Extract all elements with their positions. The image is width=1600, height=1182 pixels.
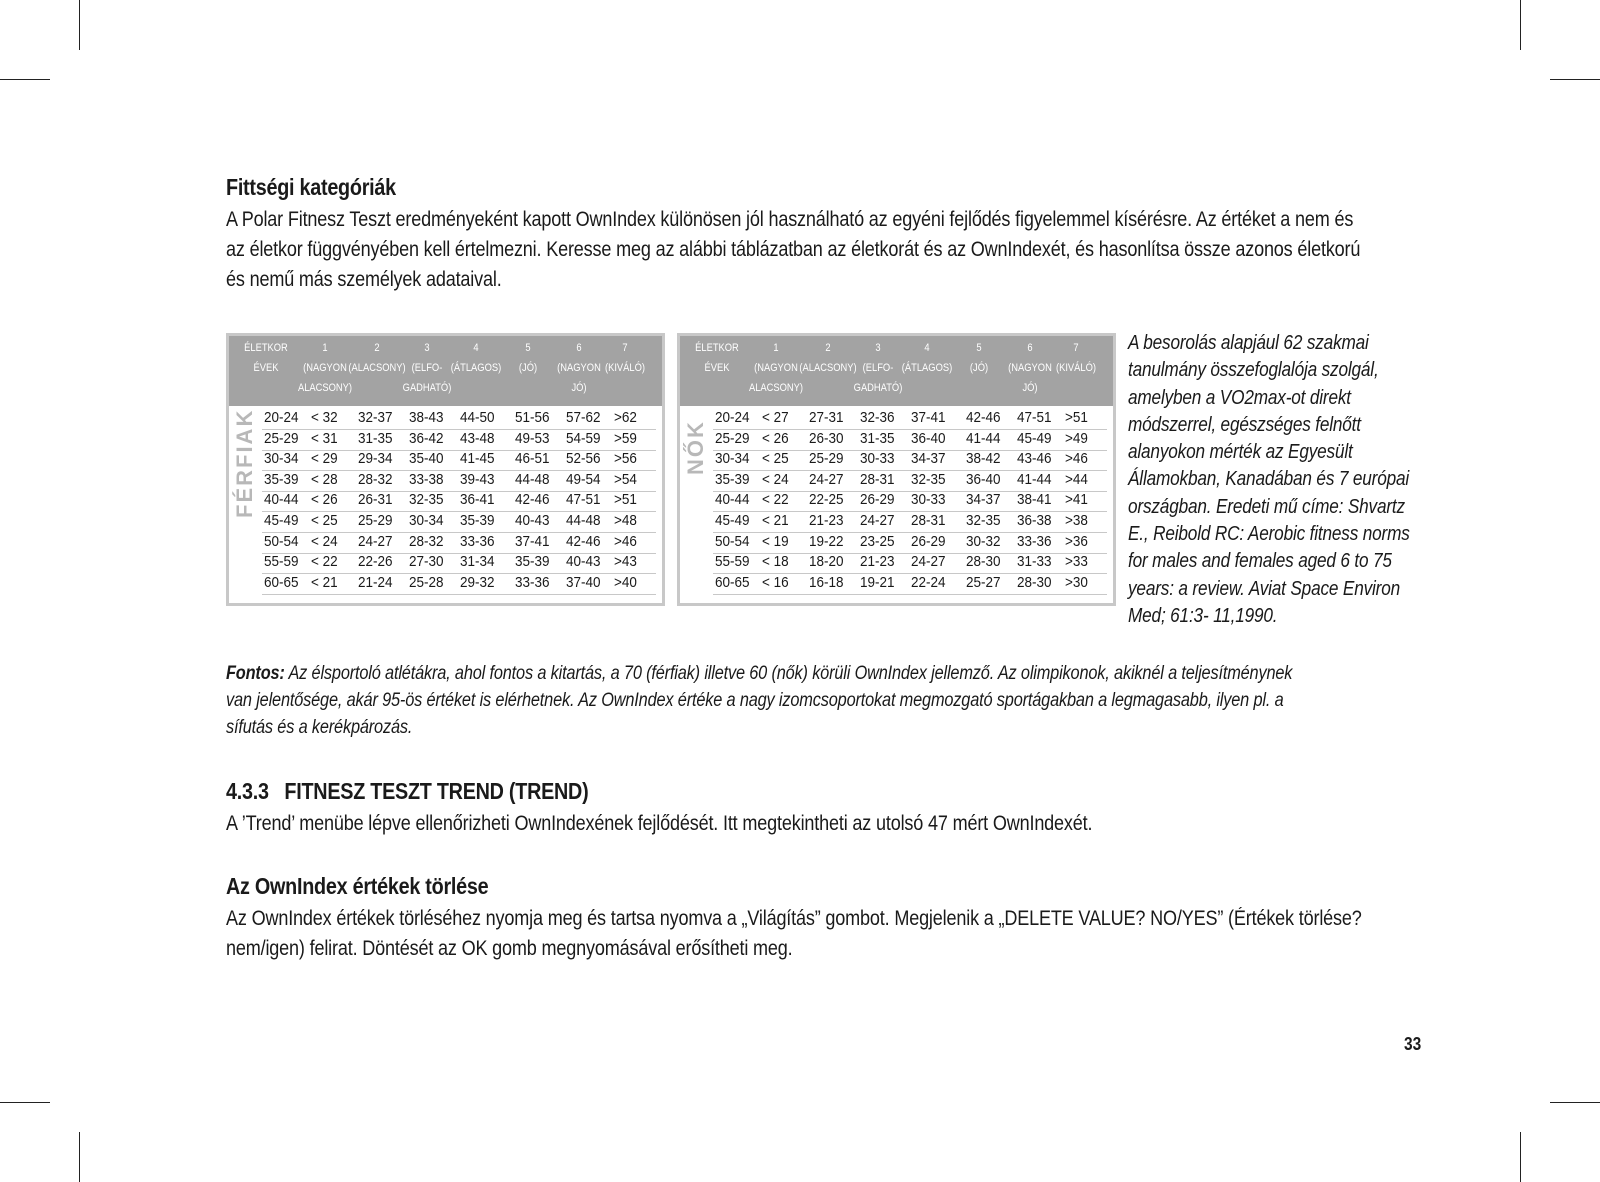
table-row <box>713 470 1107 492</box>
value-cell: 25-27 <box>966 573 1001 591</box>
value-cell: 30-32 <box>966 532 1001 550</box>
value-cell: < 32 <box>311 409 338 426</box>
header-cell: 2 <box>825 342 831 354</box>
value-cell: >36 <box>1065 532 1088 550</box>
table-row <box>713 552 1107 574</box>
value-cell: 40-43 <box>566 553 601 571</box>
table-row <box>713 511 1107 533</box>
header-cell: 4 <box>924 342 930 354</box>
value-cell: 32-35 <box>966 512 1001 529</box>
value-cell: 21-23 <box>860 553 895 571</box>
value-cell: 44-50 <box>460 409 495 426</box>
value-cell: 24-27 <box>809 470 844 488</box>
value-cell: 41-44 <box>1017 470 1052 488</box>
value-cell: 31-35 <box>358 429 393 447</box>
table-header <box>229 336 662 406</box>
page-number: 33 <box>1404 1034 1422 1054</box>
value-cell: 28-30 <box>966 553 1001 571</box>
paragraph-line: A ’Trend’ menübe lépve ellenőrizheti OwnIndexének fejlődését. Itt megtekintheti az utolsó 47 mért OwnIndexét. <box>226 812 1093 835</box>
header-cell: 3 <box>875 342 881 354</box>
value-cell: >46 <box>1065 450 1088 468</box>
value-cell: 27-31 <box>809 409 844 426</box>
value-cell: >43 <box>614 553 637 571</box>
value-cell: 28-32 <box>409 532 444 550</box>
value-cell: 41-44 <box>966 429 1001 447</box>
value-cell: 44-48 <box>515 470 550 488</box>
header-cell: (KIVÁLÓ) <box>1055 362 1097 374</box>
note-line: E., Reibold RC: Aerobic fitness norms <box>1128 523 1410 546</box>
value-cell: >33 <box>1065 553 1088 571</box>
value-cell: 28-31 <box>911 512 946 529</box>
header-cell: (KIVÁLÓ) <box>604 362 646 374</box>
section-paragraph <box>226 205 1426 295</box>
value-cell: >62 <box>614 409 637 426</box>
crop-mark <box>79 0 80 50</box>
value-cell: < 25 <box>311 512 338 529</box>
table-row <box>262 449 656 471</box>
header-cell: 3 <box>424 342 430 354</box>
section-heading: Az OwnIndex értékek törlése <box>226 873 489 899</box>
value-cell: 26-29 <box>860 491 895 509</box>
paragraph-line: Az OwnIndex értékek törléséhez nyomja meg és tartsa nyomva a „Világítás” gombot. Megjelenik a „DELETE VALUE? NO/YES” (Értékek törlése? <box>226 907 1362 930</box>
header-cell: GADHATÓ) <box>853 382 903 394</box>
value-cell: 25-29 <box>809 450 844 468</box>
header-cell: (JÓ) <box>518 362 538 374</box>
value-cell: 32-35 <box>911 470 946 488</box>
source-note <box>1128 330 1428 630</box>
paragraph-line: és nemű más személyek adataival. <box>226 268 502 291</box>
value-cell: < 26 <box>762 429 789 447</box>
value-cell: 23-25 <box>860 532 895 550</box>
value-cell: 44-48 <box>566 512 601 529</box>
table-row <box>262 470 656 492</box>
value-cell: 33-38 <box>409 470 444 488</box>
header-cell: 6 <box>576 342 582 354</box>
value-cell: 31-33 <box>1017 553 1052 571</box>
header-cell: ALACSONY) <box>748 382 804 394</box>
value-cell: < 26 <box>311 491 338 509</box>
value-cell: 29-32 <box>460 573 495 591</box>
value-cell: 33-36 <box>460 532 495 550</box>
crop-mark <box>1520 0 1521 50</box>
value-cell: 25-28 <box>409 573 444 591</box>
value-cell: 52-56 <box>566 450 601 468</box>
value-cell: < 24 <box>311 532 338 550</box>
value-cell: < 27 <box>762 409 789 426</box>
value-cell: 22-26 <box>358 553 393 571</box>
value-cell: 28-31 <box>860 470 895 488</box>
header-cell: 7 <box>1073 342 1079 354</box>
header-cell: (ELFO- <box>411 362 443 374</box>
age-cell: 30-34 <box>264 450 299 468</box>
crop-mark <box>1550 1102 1600 1103</box>
trend-section <box>226 778 1426 839</box>
table-header <box>680 336 1113 406</box>
header-cell: ALACSONY) <box>297 382 353 394</box>
header-cell: GADHATÓ) <box>402 382 452 394</box>
value-cell: >51 <box>1065 409 1088 426</box>
value-cell: 39-43 <box>460 470 495 488</box>
value-cell: 24-27 <box>911 553 946 571</box>
value-cell: 37-41 <box>911 409 946 426</box>
value-cell: 42-46 <box>515 491 550 509</box>
value-cell: 38-42 <box>966 450 1001 468</box>
age-cell: 50-54 <box>715 532 750 550</box>
section-paragraph <box>226 904 1426 964</box>
age-cell: 55-59 <box>715 553 750 571</box>
value-cell: 21-23 <box>809 512 844 529</box>
header-cell: 5 <box>976 342 982 354</box>
header-cell: ÉVEK <box>253 362 279 374</box>
age-cell: 20-24 <box>264 409 299 426</box>
age-cell: 25-29 <box>715 429 750 447</box>
value-cell: 30-34 <box>409 512 444 529</box>
age-cell: 60-65 <box>264 573 299 591</box>
value-cell: 36-42 <box>409 429 444 447</box>
header-cell: 2 <box>374 342 380 354</box>
header-cell: (NAGYON <box>557 362 601 374</box>
value-cell: >44 <box>1065 470 1088 488</box>
header-cell: (ÁTLAGOS) <box>901 362 953 374</box>
value-cell: 42-46 <box>966 409 1001 426</box>
value-cell: 24-27 <box>860 512 895 529</box>
value-cell: 30-33 <box>911 491 946 509</box>
age-cell: 50-54 <box>264 532 299 550</box>
crop-mark <box>79 1132 80 1182</box>
value-cell: 33-36 <box>1017 532 1052 550</box>
note-line: Med; 61:3- 11,1990. <box>1128 604 1278 627</box>
header-cell: 6 <box>1027 342 1033 354</box>
table-row <box>713 490 1107 512</box>
value-cell: 41-45 <box>460 450 495 468</box>
value-cell: 34-37 <box>911 450 946 468</box>
value-cell: < 31 <box>311 429 338 447</box>
value-cell: 28-32 <box>358 470 393 488</box>
value-cell: 35-39 <box>460 512 495 529</box>
value-cell: 18-20 <box>809 553 844 571</box>
value-cell: 36-40 <box>966 470 1001 488</box>
note-line: országban. Eredeti mű címe: Shvartz <box>1128 495 1405 518</box>
men-label: FÉRFIAK <box>232 408 257 518</box>
age-cell: 30-34 <box>715 450 750 468</box>
header-cell: JÓ) <box>571 382 587 394</box>
section-heading: 4.3.3 FITNESZ TESZT TREND (TREND) <box>226 778 589 804</box>
fitness-categories-section <box>226 174 1426 295</box>
age-cell: 45-49 <box>264 512 299 529</box>
value-cell: < 21 <box>762 512 789 529</box>
value-cell: 32-37 <box>358 409 393 426</box>
value-cell: 30-33 <box>860 450 895 468</box>
header-cell: ÉLETKOR <box>244 342 288 354</box>
paragraph-line: A Polar Fitnesz Teszt eredményeként kapott OwnIndex különösen jól használható az egyéni fejlődés figyelemmel kísérésre. Az értéket a nem és <box>226 208 1354 231</box>
note-line: Államokban, Kanadában és 7 európai <box>1128 468 1410 491</box>
value-cell: 49-54 <box>566 470 601 488</box>
important-line <box>226 660 1293 687</box>
value-cell: 47-51 <box>1017 409 1052 426</box>
value-cell: >54 <box>614 470 637 488</box>
value-cell: 35-39 <box>515 553 550 571</box>
value-cell: 38-41 <box>1017 491 1052 509</box>
note-line: for males and females aged 6 to 75 <box>1128 550 1392 573</box>
header-cell: JÓ) <box>1022 382 1038 394</box>
table-row <box>713 429 1107 451</box>
value-cell: 19-21 <box>860 573 895 591</box>
value-cell: 45-49 <box>1017 429 1052 447</box>
age-cell: 35-39 <box>715 470 750 488</box>
header-cell: 1 <box>322 342 328 354</box>
value-cell: >51 <box>614 491 637 509</box>
paragraph-line: nem/igen) felirat. Döntését az OK gomb megnyomásával erősítheti meg. <box>226 937 793 960</box>
value-cell: 34-37 <box>966 491 1001 509</box>
section-paragraph <box>226 809 1426 839</box>
women-table <box>677 333 1116 606</box>
value-cell: < 25 <box>762 450 789 468</box>
value-cell: < 22 <box>762 491 789 509</box>
value-cell: < 29 <box>311 450 338 468</box>
header-cell: ÉLETKOR <box>695 342 739 354</box>
value-cell: 26-29 <box>911 532 946 550</box>
value-cell: >40 <box>614 573 637 591</box>
header-cell: 1 <box>773 342 779 354</box>
note-line: years: a review. Aviat Space Environ <box>1128 577 1401 600</box>
value-cell: >41 <box>1065 491 1088 509</box>
table-row <box>262 490 656 512</box>
value-cell: 25-29 <box>358 512 393 529</box>
table-row <box>713 408 1107 430</box>
value-cell: 37-41 <box>515 532 550 550</box>
age-cell: 60-65 <box>715 573 750 591</box>
note-line: alanyokon mérték az Egyesült <box>1128 441 1353 464</box>
header-cell: (NAGYON <box>303 362 347 374</box>
header-cell: 5 <box>525 342 531 354</box>
table-row <box>262 573 656 595</box>
value-cell: 42-46 <box>566 532 601 550</box>
table-row <box>713 573 1107 595</box>
value-cell: 47-51 <box>566 491 601 509</box>
value-cell: 21-24 <box>358 573 393 591</box>
value-cell: < 19 <box>762 532 789 550</box>
value-cell: 36-40 <box>911 429 946 447</box>
important-text: Az élsportoló atlétákra, ahol fontos a kitartás, a 70 (férfiak) illetve 60 (nők) körüli OwnIndex jellemző. Az olimpikonok, akiknél a teljesítménynek <box>284 663 1293 684</box>
value-cell: 57-62 <box>566 409 601 426</box>
value-cell: 36-38 <box>1017 512 1052 529</box>
value-cell: 46-51 <box>515 450 550 468</box>
header-cell: (ALACSONY) <box>799 362 857 374</box>
value-cell: 19-22 <box>809 532 844 550</box>
age-cell: 55-59 <box>264 553 299 571</box>
value-cell: < 21 <box>311 573 338 591</box>
crop-mark <box>0 1102 50 1103</box>
value-cell: 32-35 <box>409 491 444 509</box>
value-cell: >30 <box>1065 573 1088 591</box>
value-cell: 27-30 <box>409 553 444 571</box>
value-cell: 32-36 <box>860 409 895 426</box>
important-label: Fontos: <box>226 663 285 684</box>
value-cell: < 22 <box>311 553 338 571</box>
note-line: amelyben a VO2max-ot direkt <box>1128 386 1351 409</box>
crop-mark <box>0 79 50 80</box>
table-row <box>262 429 656 451</box>
header-cell: (NAGYON <box>754 362 798 374</box>
header-cell: ÉVEK <box>704 362 730 374</box>
value-cell: 35-40 <box>409 450 444 468</box>
men-table <box>226 333 665 606</box>
age-cell: 35-39 <box>264 470 299 488</box>
age-cell: 40-44 <box>264 491 299 509</box>
value-cell: 33-36 <box>515 573 550 591</box>
value-cell: >48 <box>614 512 637 529</box>
value-cell: 26-31 <box>358 491 393 509</box>
value-cell: >46 <box>614 532 637 550</box>
header-cell: 7 <box>622 342 628 354</box>
table-row <box>262 511 656 533</box>
note-line: módszerrel, egészséges felnőtt <box>1128 413 1361 436</box>
value-cell: < 24 <box>762 470 789 488</box>
table-row <box>262 532 656 554</box>
table-row <box>713 449 1107 471</box>
table-row <box>713 532 1107 554</box>
crop-mark <box>1520 1132 1521 1182</box>
header-cell: 4 <box>473 342 479 354</box>
value-cell: 38-43 <box>409 409 444 426</box>
value-cell: 54-59 <box>566 429 601 447</box>
header-cell: (NAGYON <box>1008 362 1052 374</box>
value-cell: 43-48 <box>460 429 495 447</box>
value-cell: 24-27 <box>358 532 393 550</box>
table-row <box>262 552 656 574</box>
age-cell: 40-44 <box>715 491 750 509</box>
value-cell: 43-46 <box>1017 450 1052 468</box>
note-line: tanulmány összefoglalója szolgál, <box>1128 359 1379 382</box>
crop-mark <box>1550 79 1600 80</box>
header-cell: (ÁTLAGOS) <box>450 362 502 374</box>
note-line: A besorolás alapjául 62 szakmai <box>1128 332 1369 354</box>
women-label: NŐK <box>683 420 708 476</box>
value-cell: 37-40 <box>566 573 601 591</box>
value-cell: 16-18 <box>809 573 844 591</box>
value-cell: 40-43 <box>515 512 550 529</box>
value-cell: 22-25 <box>809 491 844 509</box>
value-cell: 31-35 <box>860 429 895 447</box>
header-cell: (JÓ) <box>969 362 989 374</box>
table-row <box>262 408 656 430</box>
paragraph-line: az életkor függvényében kell értelmezni. Keresse meg az alábbi táblázatban az életkorát és az OwnIndexét, és hasonlítsa össze azonos életkorú <box>226 238 1361 261</box>
value-cell: < 18 <box>762 553 789 571</box>
section-heading: Fittségi kategóriák <box>226 174 396 200</box>
value-cell: >56 <box>614 450 637 468</box>
value-cell: 49-53 <box>515 429 550 447</box>
important-line: van jelentősége, akár 95-ös értéket is elérhetnek. Az OwnIndex értéke a nagy izomcsoportokat megmozgató sportágakban a legmagasabb, ilyen pl. a <box>226 690 1284 711</box>
age-cell: 25-29 <box>264 429 299 447</box>
value-cell: < 28 <box>311 470 338 488</box>
value-cell: 36-41 <box>460 491 495 509</box>
value-cell: 22-24 <box>911 573 946 591</box>
value-cell: < 16 <box>762 573 789 591</box>
value-cell: >38 <box>1065 512 1088 529</box>
value-cell: 28-30 <box>1017 573 1052 591</box>
age-cell: 45-49 <box>715 512 750 529</box>
age-cell: 20-24 <box>715 409 750 426</box>
header-cell: (ALACSONY) <box>348 362 406 374</box>
header-cell: (ELFO- <box>862 362 894 374</box>
fitness-tables <box>226 333 1106 606</box>
value-cell: >49 <box>1065 429 1088 447</box>
value-cell: >59 <box>614 429 637 447</box>
value-cell: 51-56 <box>515 409 550 426</box>
value-cell: 26-30 <box>809 429 844 447</box>
important-note <box>226 660 1426 741</box>
value-cell: 29-34 <box>358 450 393 468</box>
value-cell: 31-34 <box>460 553 495 571</box>
important-line: sífutás és a kerékpározás. <box>226 717 413 738</box>
delete-values-section <box>226 873 1426 964</box>
